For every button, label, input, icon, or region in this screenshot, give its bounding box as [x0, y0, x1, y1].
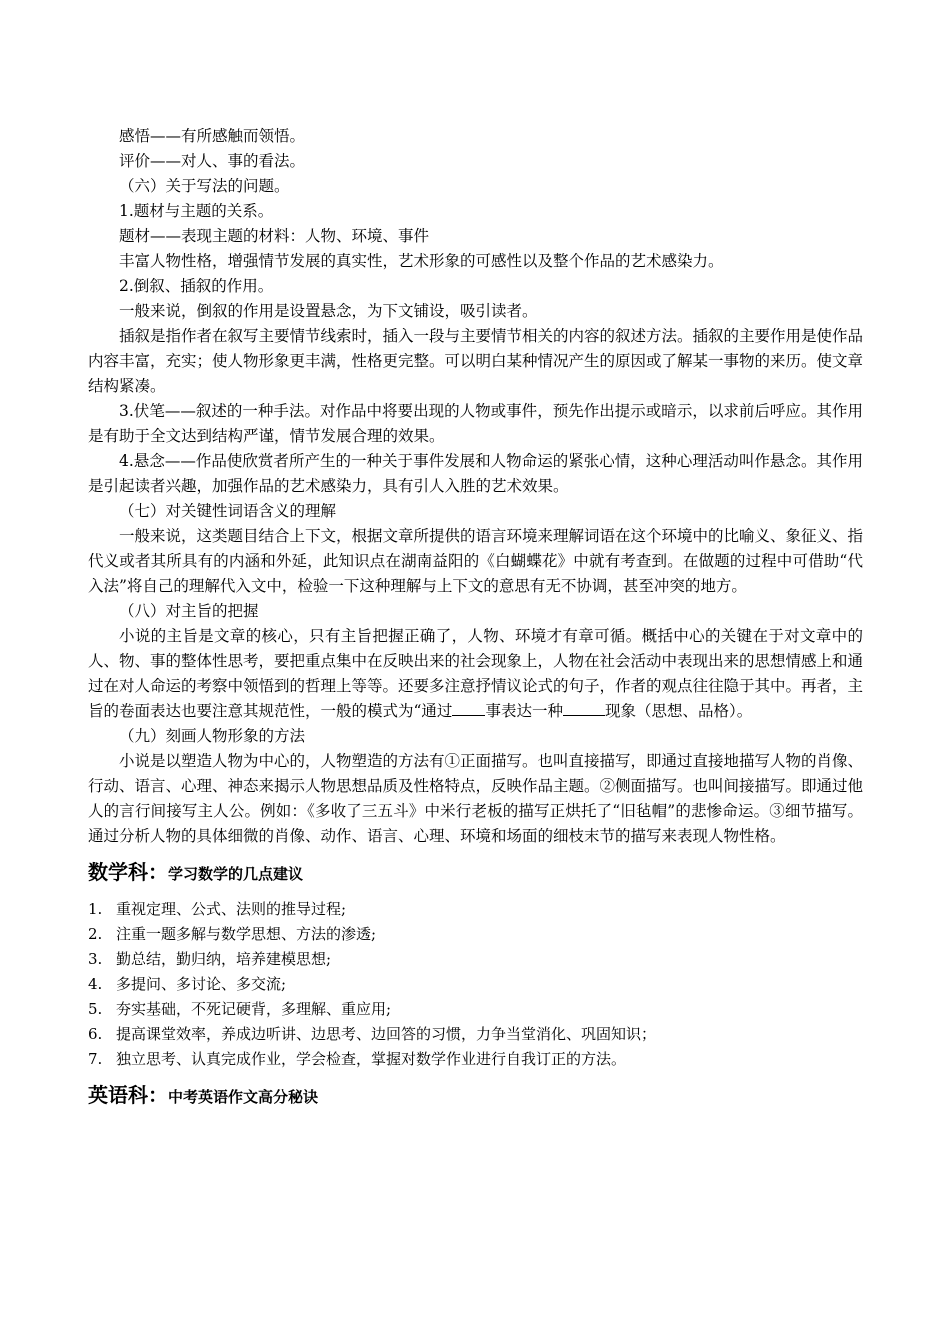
math-title: 学习数学的几点建议: [168, 865, 304, 883]
list-number: 4.: [88, 975, 103, 993]
paragraph: 感悟——有所感触而领悟。: [119, 127, 306, 145]
list-text: 夯实基础，不死记硬背，多理解、重应用;: [116, 1000, 392, 1018]
list-item: [88, 997, 863, 1022]
document-page: [88, 124, 863, 1120]
list-number: 3.: [88, 950, 103, 968]
list-text: 重视定理、公式、法则的推导过程;: [116, 900, 347, 918]
paragraph: 小说是以塑造人物为中心的，人物塑造的方法有①正面描写。也叫直接描写，即通过直接地描写人物的肖像、行动、语言、心理、神态来揭示人物思想品质及性格特点，反映作品主题。②侧面描写。也叫间接描写。即通过他人的言行间接写主人公。例如：《多收了三五斗》中米行老板的描写正烘托了“旧毡帽”的悲惨命运。③细节描写。通过分析人物的具体细微的肖像、动作、语言、心理、环境和场面的细枝末节的描写来表现人物性格。: [88, 752, 864, 845]
section-heading: （六）关于写法的问题。: [119, 177, 290, 195]
list-item: [88, 947, 863, 972]
fill-blank-2: [563, 699, 605, 716]
list-number: 2.: [88, 925, 103, 943]
section-heading: （八）对主旨的把握: [119, 602, 259, 620]
list-item: [88, 897, 863, 922]
paragraph: 一般来说，倒叙的作用是设置悬念，为下文铺设，吸引读者。: [119, 302, 538, 320]
paragraph: 插叙是指作者在叙写主要情节线索时，插入一段与主要情节相关的内容的叙述方法。插叙的主要作用是使作品内容丰富，充实；使人物形象更丰满，性格更完整。可以明白某种情况产生的原因或了解某一事物的来历。使文章结构紧凑。: [88, 327, 864, 395]
list-item: [88, 922, 863, 947]
english-heading: [88, 1078, 863, 1114]
english-subject: 英语科：: [88, 1083, 168, 1107]
list-text: 勤总结，勤归纳，培养建模思想;: [116, 950, 332, 968]
math-list: [88, 897, 863, 1072]
subheading: 1.题材与主题的关系。: [119, 202, 274, 220]
fill-blank-1: [452, 699, 485, 716]
math-heading: [88, 855, 863, 891]
paragraph: 题材——表现主题的材料：人物、环境、事件: [119, 227, 430, 245]
list-item: [88, 972, 863, 997]
list-text: 注重一题多解与数学思想、方法的渗透;: [116, 925, 377, 943]
list-text: 提高课堂效率，养成边听讲、边思考、边回答的习惯，力争当堂消化、巩固知识；: [116, 1025, 657, 1043]
list-number: 5.: [88, 1000, 103, 1018]
theme-text-after: 现象（思想、品格）。: [604, 702, 753, 720]
section-heading: （七）对关键性词语含义的理解: [119, 502, 337, 520]
paragraph: 3.伏笔——叙述的一种手法。对作品中将要出现的人物或事件，预先作出提示或暗示，以求前后呼应。其作用是有助于全文达到结构严谨，情节发展合理的效果。: [88, 402, 863, 445]
english-title: 中考英语作文高分秘诀: [168, 1088, 319, 1106]
paragraph: 丰富人物性格，增强情节发展的真实性，艺术形象的可感性以及整个作品的艺术感染力。: [119, 252, 724, 270]
list-text: 独立思考、认真完成作业，学会检查，掌握对数学作业进行自我订正的方法。: [116, 1050, 627, 1068]
paragraph: 评价——对人、事的看法。: [119, 152, 306, 170]
list-text: 多提问、多讨论、多交流;: [116, 975, 287, 993]
list-item: [88, 1047, 863, 1072]
subheading: 2.倒叙、插叙的作用。: [119, 277, 274, 295]
list-number: 7.: [88, 1050, 103, 1068]
list-number: 6.: [88, 1025, 103, 1043]
theme-paragraph: [88, 624, 863, 724]
paragraph: 一般来说，这类题目结合上下文，根据文章所提供的语言环境来理解词语在这个环境中的比喻义、象征义、指代义或者其所具有的内涵和外延，此知识点在湖南益阳的《白蝴蝶花》中就有考查到。在做题的过程中可借助“代入法”将自己的理解代入文中，检验一下这种理解与上下文的意思有无不协调，甚至冲突的地方。: [88, 527, 864, 595]
section-heading: （九）刻画人物形象的方法: [119, 727, 306, 745]
list-item: [88, 1022, 863, 1047]
theme-text-middle: 事表达一种: [485, 702, 563, 720]
math-subject: 数学科：: [88, 860, 168, 884]
theme-text-before: 小说的主旨是文章的核心，只有主旨把握正确了，人物、环境才有章可循。概括中心的关键在于对文章中的人、物、事的整体性思考，要把重点集中在反映出来的社会现象上，人物在社会活动中表现出来的思想情感上和通过在对人命运的考察中领悟到的哲理上等等。还要多注意抒情议论式的句子，作者的观点往往隐于其中。再者，主旨的卷面表达也要注意其规范性，一般的模式为“通过: [88, 627, 864, 720]
paragraph: 4.悬念——作品使欣赏者所产生的一种关于事件发展和人物命运的紧张心情，这种心理活动叫作悬念。其作用是引起读者兴趣，加强作品的艺术感染力，具有引人入胜的艺术效果。: [88, 452, 863, 495]
list-number: 1.: [88, 900, 103, 918]
